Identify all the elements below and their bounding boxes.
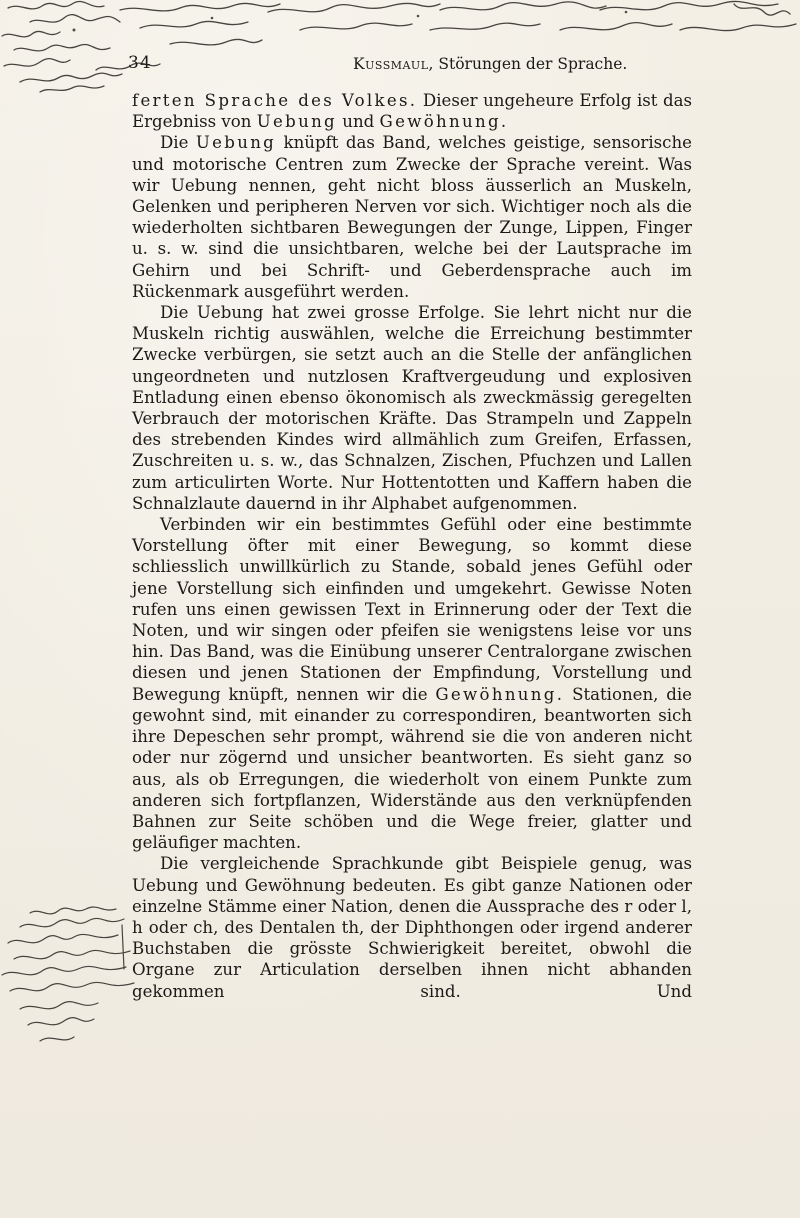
emphasized-text: ferten Sprache des Volkes. [132,91,418,110]
running-header [128,53,688,79]
paragraph-text: und [336,112,380,132]
paragraph-text: Die Uebung hat zwei grosse Erfolge. Sie lehrt nicht nur die Muskeln richtig auswählen, welche die Erreichung bestimmter Zwecke verbürgen, sie setzt auch an die Stelle der anfänglichen ungeordneten und nutzlosen Kraftvergeudung und explosiven Entladung einen ebenso ökonomisch als zweckmässig geregelten Verbrauch der motorischen Kräfte. Das Strampeln und Zappeln des strebenden Kindes wird allmählich zum Greifen, Erfassen, Zuschreiten u. s. w., das Schnalzen, Zischen, Pfuchzen und Lallen zum articulirten Worte. Nur Hottentotten und Kaffern haben die Schnalzlaute dauernd in ihr Alphabet aufgenommen. [132,303,692,513]
paragraph [132,132,692,302]
paragraph-text: Die [160,133,196,153]
page-number: 34 [128,53,152,73]
paragraph [132,302,692,514]
paragraph-text: knüpft das Band, welches geistige, sensorische und motorische Centren zum Zwecke der Sprache vereint. Was wir Uebung nennen, geht nicht bloss äusserlich an Muskeln, Gelenken und peripheren Nerven vor sich. Wichtiger noch als die wiederholten sichtbaren Bewegungen der Zunge, Lippen, Finger u. s. w. sind die unsichtbaren, welche bei der Lautsprache im Gehirn und bei Schrift- und Geberdensprache auch im Rückenmark ausgeführt werden. [132,133,692,301]
paragraph [132,853,692,1001]
running-title-text: Störungen der Sprache. [438,55,628,73]
emphasized-text: Gewöhnung. [379,112,509,132]
paragraph [132,514,692,853]
handwritten-scribbles-bottom-left [0,905,140,1050]
paragraph-text: Dieser ungeheure Erfolg ist das Ergebniss von [132,91,692,132]
paragraph-text: Die vergleichende Sprachkunde gibt Beispiele genug, was Uebung und Gewöhnung bedeuten. Es gibt ganze Nationen oder einzelne Stämme einer Nation, denen die Aussprache des r oder l, h oder ch, des Dentalen th, der Diphthongen oder irgend anderer Buchstaben die grösste Schwierigkeit bereitet, obwohl die Organe zur Articulation derselben ihnen nicht abhanden gekommen sind. Und [132,854,692,1001]
paragraph-text: Verbinden wir ein bestimmtes Gefühl oder eine bestimmte Vorstellung öfter mit einer Bewegung, so kommt diese schliesslich unwillkürlich zu Stande, sobald jenes Gefühl oder jene Vorstellung sich einfinden und umgekehrt. Gewisse Noten rufen uns einen gewissen Text in Erinnerung oder der Text die Noten, und wir singen oder pfeifen sie wenigstens leise vor uns hin. Das Band, was die Einübung unserer Centralorgane zwischen diesen und jenen Stationen der Empfindung, Vorstellung und Bewegung knüpft, nennen wir die [132,515,692,704]
emphasized-text: Uebung [195,133,277,153]
paragraph-text: Stationen, die gewohnt sind, mit einander zu correspondiren, beantworten sich ihre Depeschen sehr prompt, während sie die von anderen nicht oder nur zögernd und unsicher beantworten. Es sieht ganz so aus, als ob Erregungen, die wiederholt von einem Punkte zum anderen sich fortpflanzen, Widerstände aus den verknüpfenden Bahnen zur Seite schöben und die Wege freier, glatter und geläufiger machten. [132,684,692,853]
paragraph [132,90,692,132]
body-text [132,90,692,1002]
running-title: Kussmaul, Störungen der Sprache. [353,55,628,73]
emphasized-text: Uebung [256,112,337,132]
running-title-author: Kussmaul [353,55,429,73]
emphasized-text: Gewöhnung. [435,684,565,704]
handwritten-scribbles-top [0,0,800,95]
